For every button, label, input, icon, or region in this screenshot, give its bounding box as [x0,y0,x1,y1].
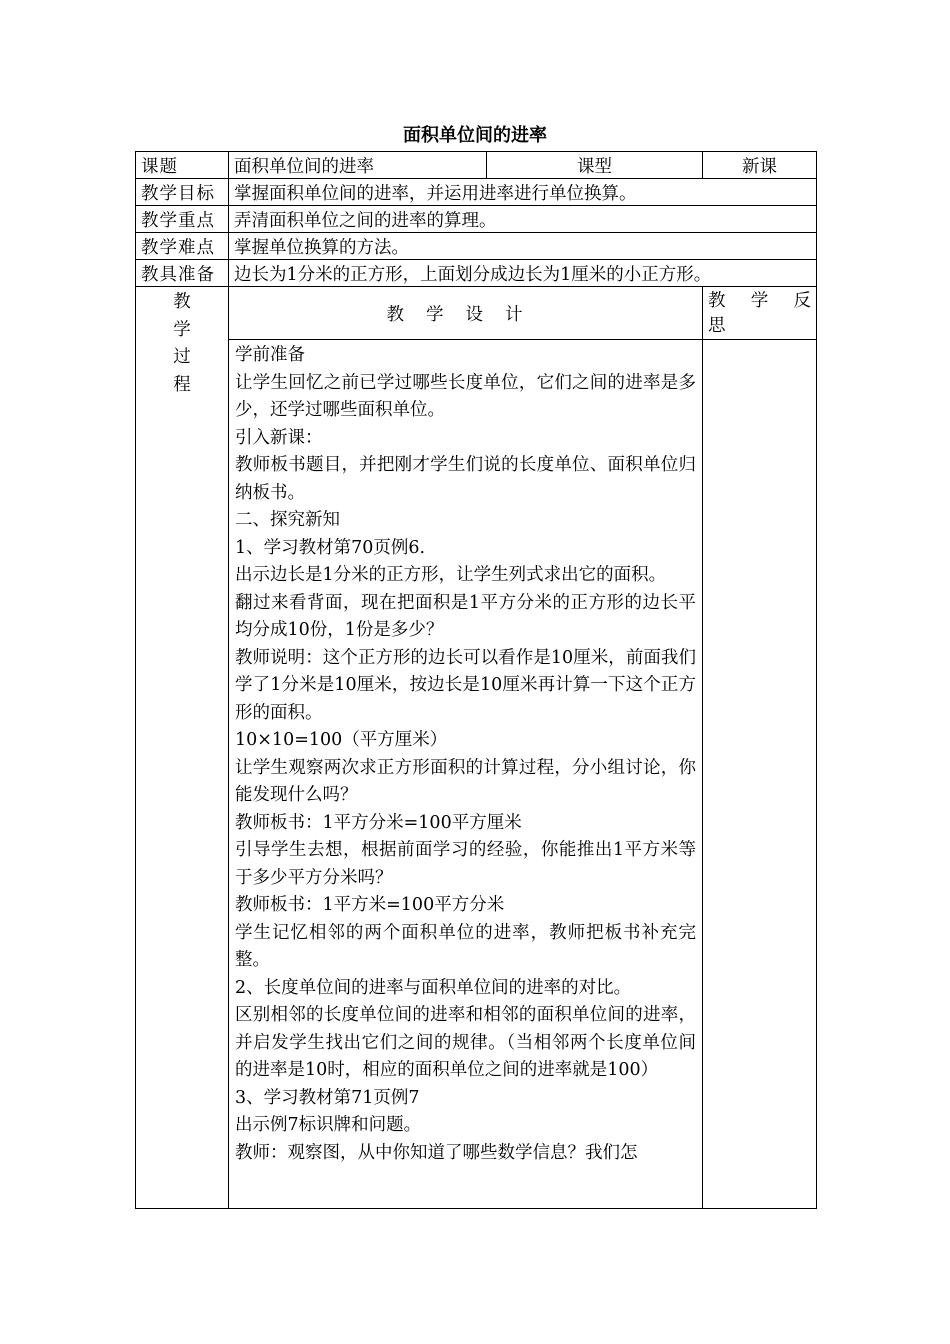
process-char: 程 [173,374,191,395]
paragraph: 引导学生去想，根据前面学习的经验，你能推出1平方米等于多少平方分米吗？ [235,840,696,888]
paragraph: 翻过来看背面，现在把面积是1平方分米的正方形的边长平均分成10份，1份是多少？ [235,592,696,640]
lesson-plan-table [135,151,817,1209]
materials-label: 教具准备 [136,260,229,287]
design-content [229,340,703,1209]
reflection-char: 学 [750,291,769,311]
document-title: 面积单位间的进率 [403,125,547,146]
paragraph: 教师板书：1平方分米=100平方厘米 [235,812,522,833]
key-point-label: 教学重点 [136,206,229,233]
row-process-heading [136,287,817,340]
topic-label: 课题 [136,152,229,179]
paragraph: 教师说明：这个正方形的边长可以看作是10厘米，前面我们学了1分米是10厘米，按边长是10厘米再计算一下这个正方形的面积。 [235,647,696,723]
materials-value: 边长为1分米的正方形，上面划分成边长为1厘米的小正方形。 [229,260,817,287]
reflection-heading [703,287,817,340]
paragraph: 10×10=100（平方厘米） [235,730,448,750]
paragraph: 二、探究新知 [235,510,340,530]
paragraph: 2、长度单位间的进率与面积单位间的进率的对比。 [235,977,632,998]
design-heading: 教学设计 [229,287,703,340]
paragraph: 让学生回忆之前已学过哪些长度单位，它们之间的进率是多少，还学过哪些面积单位。 [235,372,696,420]
process-char: 教 [173,292,191,312]
type-value: 新课 [703,152,817,179]
paragraph: 教师板书：1平方米=100平方分米 [235,895,505,915]
paragraph: 教师：观察图，从中你知道了哪些数学信息？我们怎 [235,1142,638,1163]
row-objective [136,179,817,206]
objective-value: 掌握面积单位间的进率，并运用进率进行单位换算。 [229,179,817,206]
objective-label: 教学目标 [136,179,229,206]
row-materials [136,260,817,287]
topic-value: 面积单位间的进率 [229,152,487,179]
reflection-char: 教 [708,291,726,311]
reflection-char: 思 [708,316,726,336]
process-char: 过 [173,347,191,367]
paragraph: 让学生观察两次求正方形面积的计算过程，分小组讨论，你能发现什么吗？ [235,757,696,805]
row-key-point [136,206,817,233]
header-row [136,152,817,179]
paragraph: 教师板书题目，并把刚才学生们说的长度单位、面积单位归纳板书。 [235,455,696,503]
paragraph: 区别相邻的长度单位间的进率和相邻的面积单位间的进率，并启发学生找出它们之间的规律。（当相邻两个长度单位间的进率是10时，相应的面积单位之间的进率就是100） [235,1005,696,1080]
process-label [136,287,229,1209]
paragraph: 引入新课： [235,427,323,448]
paragraph: 出示边长是1分米的正方形，让学生列式求出它的面积。 [235,565,667,585]
paragraph: 出示例7标识牌和问题。 [235,1115,422,1135]
row-process-body [136,340,817,1209]
paragraph: 学前准备 [235,345,305,365]
difficulty-value: 掌握单位换算的方法。 [229,233,817,260]
paragraph: 3、学习教材第71页例7 [235,1087,420,1108]
row-difficulty [136,233,817,260]
difficulty-label: 教学难点 [136,233,229,260]
process-char: 学 [173,319,191,340]
paragraph: 1、学习教材第70页例6. [235,537,426,558]
reflection-content [703,340,817,1209]
reflection-char: 反 [793,291,811,311]
key-point-value: 弄清面积单位之间的进率的算理。 [229,206,817,233]
type-label: 课型 [487,152,703,179]
paragraph: 学生记忆相邻的两个面积单位的进率，教师把板书补充完整。 [235,922,696,970]
